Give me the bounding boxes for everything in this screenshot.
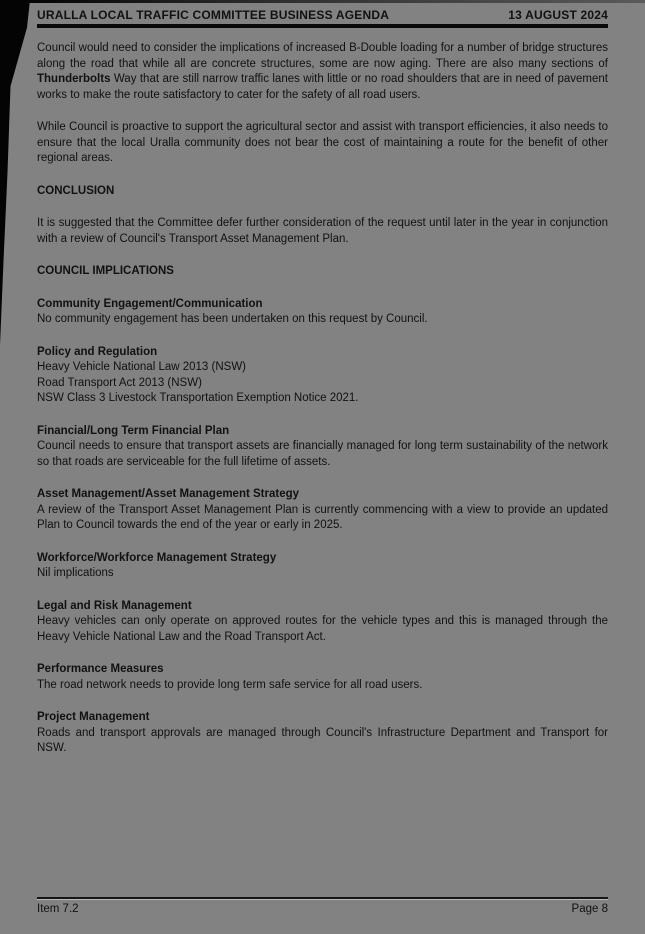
header-rule (37, 24, 608, 28)
header-title: URALLA LOCAL TRAFFIC COMMITTEE BUSINESS AGENDA (37, 8, 390, 22)
section-text: A review of the Transport Asset Management Plan is currently commencing with a view to provide an updated Plan to Council towards the end of the year or early in 2025. (37, 503, 608, 531)
section-heading: Legal and Risk Management (37, 599, 192, 612)
header-date: 13 AUGUST 2024 (508, 8, 608, 22)
section-text: No community engagement has been undertaken on this request by Council. (37, 313, 428, 325)
paragraph-text: Council would need to consider the implications of increased B-Double loading for a number of bridge structures along the road that while all are concrete structures, some are now aging. There are also many sections of (37, 42, 608, 70)
section-text-line: NSW Class 3 Livestock Transportation Exemption Notice 2021. (37, 392, 359, 404)
section-text: Council needs to ensure that transport assets are financially managed for long term sustainability of the network so that roads are serviceable for the full lifetime of assets. (37, 440, 608, 468)
footer-item-number: Item 7.2 (37, 903, 79, 915)
paragraph-conclusion: It is suggested that the Committee defer further consideration of the request until later in the year in conjunction with a review of Council's Transport Asset Management Plan. (37, 217, 608, 245)
section-project-management (37, 710, 608, 757)
section-text-line: Road Transport Act 2013 (NSW) (37, 376, 202, 389)
section-text: Nil implications (37, 567, 114, 579)
conclusion-heading: CONCLUSION (37, 184, 115, 197)
footer-rule (37, 897, 608, 900)
section-policy-regulation (37, 345, 608, 407)
section-heading: Asset Management/Asset Management Strategy (37, 488, 300, 500)
page-footer (37, 897, 608, 915)
paragraph-text: Way that are still narrow traffic lanes with little or no road shoulders that are in need of pavement works to make the route satisfactory to cater for the safety of all road users. (37, 73, 608, 101)
section-heading: Financial/Long Term Financial Plan (37, 424, 230, 437)
paragraph-council-proactive: While Council is proactive to support the agricultural sector and assist with transport efficiencies, it also needs to ensure that the local Uralla community does not bear the cost of maintaining a route for the benefit of other regional areas. (37, 121, 608, 164)
footer-page-number: Page 8 (571, 903, 608, 915)
section-financial-plan (37, 424, 608, 471)
emphasized-word: Thunderbolts (37, 73, 111, 85)
document-body (37, 41, 608, 757)
section-heading: Policy and Regulation (37, 345, 158, 358)
section-community-engagement (37, 297, 608, 328)
scan-left-edge-artifact (0, 0, 30, 345)
section-text: Heavy vehicles can only operate on approved routes for the vehicle types and this is managed through the Heavy Vehicle National Law and the Road Transport Act. (37, 615, 608, 643)
section-workforce-strategy (37, 551, 608, 582)
section-heading: Workforce/Workforce Management Strategy (37, 551, 277, 564)
section-heading: Project Management (37, 711, 150, 723)
section-performance-measures (37, 662, 608, 693)
section-text-line: Heavy Vehicle National Law 2013 (NSW) (37, 361, 247, 373)
section-heading: Performance Measures (37, 663, 164, 675)
page-header (37, 0, 608, 22)
section-heading: Community Engagement/Communication (37, 297, 263, 310)
section-asset-management (37, 487, 608, 534)
council-implications-heading: COUNCIL IMPLICATIONS (37, 265, 174, 277)
section-legal-risk (37, 599, 608, 646)
section-text: Roads and transport approvals are managed through Council's Infrastructure Department and Transport for NSW. (37, 726, 608, 754)
section-text: The road network needs to provide long term safe service for all road users. (37, 678, 423, 691)
paragraph-bridge-loading (37, 41, 608, 103)
